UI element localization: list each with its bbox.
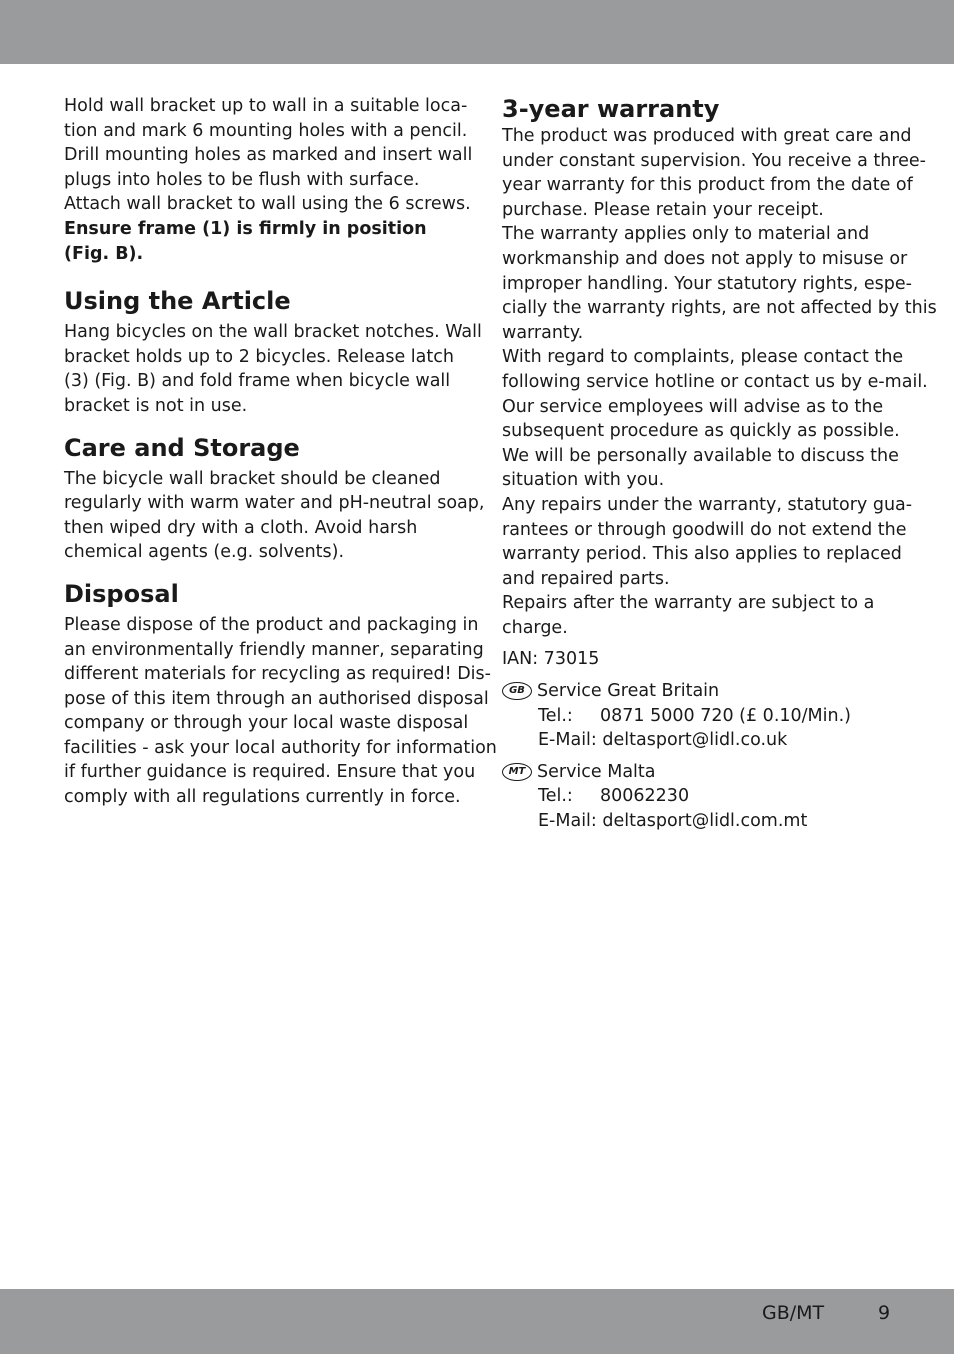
disposal-paragraph — [64, 613, 497, 810]
care-heading: Care and Storage — [64, 433, 300, 462]
text-line: improper handling. Your statutory rights, espe- — [502, 273, 912, 294]
text-line: Repairs after the warranty are subject to a — [502, 593, 875, 614]
text-line: The warranty applies only to material and — [502, 224, 870, 245]
text-line: The bicycle wall bracket should be cleaned — [64, 468, 441, 489]
email-address: deltasport@lidl.co.uk — [602, 730, 788, 751]
text-line: rantees or through goodwill do not extend the — [502, 519, 907, 540]
service-block-mt — [502, 760, 902, 834]
email-address: deltasport@lidl.com.mt — [602, 811, 808, 832]
text-line: Hang bicycles on the wall bracket notches. Wall — [64, 322, 482, 343]
tel-label: Tel.: — [538, 786, 573, 807]
text-line: under constant supervision. You receive a three- — [502, 150, 926, 171]
tel-label: Tel.: — [538, 705, 573, 726]
text-line: Any repairs under the warranty, statutory gua- — [502, 494, 913, 515]
service-title-row — [502, 760, 902, 785]
service-title-row — [502, 679, 902, 704]
ian-number: IAN: 73015 — [502, 649, 600, 670]
using-paragraph — [64, 320, 482, 418]
text-line: an environmentally friendly manner, separating — [64, 639, 484, 660]
tel-number: 0871 5000 720 (£ 0.10/Min.) — [600, 705, 851, 726]
text-line: regularly with warm water and pH-neutral soap, — [64, 493, 485, 514]
email-label: E-Mail: — [538, 811, 597, 832]
service-name: Service Great Britain — [537, 681, 720, 702]
text-line: warranty period. This also applies to replaced — [502, 544, 902, 565]
text-line: With regard to complaints, please contact the — [502, 347, 904, 368]
text-line: purchase. Please retain your receipt. — [502, 199, 824, 220]
text-line: Attach wall bracket to wall using the 6 screws. — [64, 194, 471, 215]
service-block-gb — [502, 679, 902, 753]
text-line: bracket is not in use. — [64, 395, 248, 416]
installation-paragraph — [64, 94, 473, 266]
service-email-row — [502, 809, 902, 834]
text-line: then wiped dry with a cloth. Avoid harsh — [64, 517, 418, 538]
text-line: and repaired parts. — [502, 568, 670, 589]
text-line: We will be personally available to discuss the — [502, 445, 899, 466]
text-line: cially the warranty rights, are not affected by this — [502, 298, 937, 319]
text-line: plugs into holes to be flush with surface. — [64, 169, 420, 190]
left-column — [64, 94, 497, 810]
care-paragraph — [64, 467, 485, 565]
page-number: 9 — [878, 1302, 891, 1324]
text-line: warranty. — [502, 322, 584, 343]
bold-text-line: (Fig. B). — [64, 243, 144, 264]
right-column — [502, 94, 937, 834]
text-line: pose of this item through an authorised disposal — [64, 688, 489, 709]
text-line: chemical agents (e.g. solvents). — [64, 542, 345, 563]
text-line: workmanship and does not apply to misuse or — [502, 248, 908, 269]
service-email-row — [502, 728, 902, 753]
text-line: Our service employees will advise as to the — [502, 396, 884, 417]
text-line: bracket holds up to 2 bicycles. Release latch — [64, 346, 454, 367]
service-tel-row — [502, 704, 902, 729]
text-line: if further guidance is required. Ensure that you — [64, 762, 476, 783]
email-label: E-Mail: — [538, 730, 597, 751]
using-heading: Using the Article — [64, 287, 291, 316]
bold-text-line: Ensure frame (1) is firmly in position — [64, 218, 427, 239]
text-line: tion and mark 6 mounting holes with a pencil. — [64, 120, 468, 141]
text-line: Hold wall bracket up to wall in a suitable loca- — [64, 96, 468, 116]
country-badge-icon: GB — [502, 682, 532, 700]
text-line: The product was produced with great care and — [502, 126, 912, 146]
text-line: facilities - ask your local authority for information — [64, 737, 497, 758]
warranty-paragraph — [502, 124, 937, 640]
header-band — [0, 0, 954, 64]
country-badge-icon: MT — [502, 763, 532, 781]
tel-number: 80062230 — [600, 786, 690, 807]
text-line: subsequent procedure as quickly as possible. — [502, 421, 900, 442]
text-line: company or through your local waste disposal — [64, 713, 469, 734]
text-line: Drill mounting holes as marked and insert wall — [64, 145, 473, 166]
text-line: charge. — [502, 617, 568, 638]
text-line: comply with all regulations currently in force. — [64, 787, 461, 808]
text-line: situation with you. — [502, 470, 665, 491]
service-name: Service Malta — [537, 761, 656, 782]
disposal-heading: Disposal — [64, 579, 179, 608]
text-line: Please dispose of the product and packaging in — [64, 614, 479, 635]
text-line: (3) (Fig. B) and fold frame when bicycle wall — [64, 371, 451, 392]
warranty-heading: 3-year warranty — [502, 95, 720, 123]
text-line: year warranty for this product from the date of — [502, 175, 913, 196]
text-line: different materials for recycling as required! Dis- — [64, 664, 491, 685]
footer-language: GB/MT — [762, 1302, 825, 1324]
text-line: following service hotline or contact us by e-mail. — [502, 371, 928, 392]
service-tel-row — [502, 784, 902, 809]
